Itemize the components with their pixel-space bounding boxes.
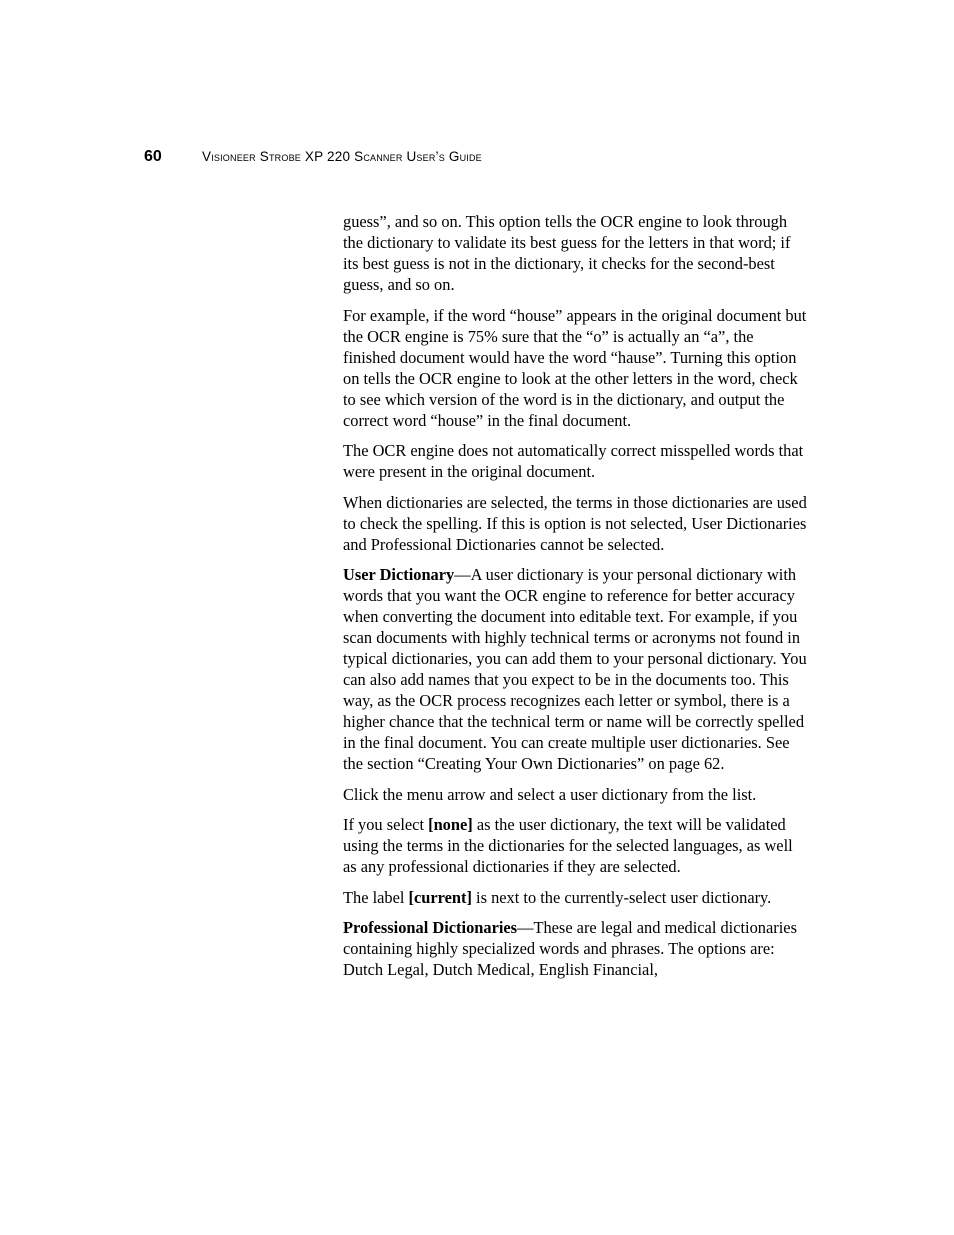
page-number: 60 [144,148,162,165]
paragraph-current-label [343,887,809,908]
paragraph-text: The label [343,887,409,907]
paragraph-none-option [343,814,809,877]
paragraph-text: —A user dictionary is your personal dictionary with words that you want the OCR engine to reference for better accuracy when converting the document into editable text. For example, if you scan documents with highly technical terms or acronyms not found in typical dictionaries, you can add them to your personal dictionary. You can also add names that you expect to be in the documents too. This way, as the OCR process recognizes each letter or symbol, there is a higher chance that the technical term or name will be correctly spelled in the final document. You can create multiple user dictionaries. See the section “Creating Your Own Dictionaries” on page 62. [343,565,807,773]
body-text [343,211,809,990]
term-none: [none] [428,815,473,834]
paragraph-text: If you select [343,815,429,834]
paragraph: guess”, and so on. This option tells the OCR engine to look through the dictionary to validate its best guess for the letters in that word; if its best guess is not in the dictionary, it checks for the second-best guess, and so on. [343,212,791,294]
paragraph: For example, if the word “house” appears in the original document but the OCR engine is 75% sure that the “o” is actually an “a”, the finished document would have the word “hause”. Turning this option on tells the OCR engine to look at the other letters in the word, check to see which version of the word is in the dictionary, and output the correct word “house” in the final document. [343,305,807,430]
running-title: Visioneer Strobe XP 220 Scanner User’s Guide [202,149,482,164]
paragraph-text: as the user dictionary, the text will be validated using the terms in the dictionaries for the selected languages, as well as any professional dictionaries if they are selected. [343,815,793,876]
paragraph-user-dictionary [343,564,809,774]
paragraph-professional-dictionaries [343,917,809,980]
paragraph-text: —These are legal and medical dictionaries containing highly specialized words and phrases. The options are: Dutch Legal, Dutch Medical, English Financial, [343,918,797,979]
paragraph: Click the menu arrow and select a user dictionary from the list. [343,784,757,804]
paragraph: The OCR engine does not automatically correct misspelled words that were present in the original document. [343,441,804,481]
term-user-dictionary: User Dictionary [343,565,455,584]
page-header [144,148,482,166]
paragraph-text: is next to the currently-select user dictionary. [471,887,772,907]
paragraph: When dictionaries are selected, the terms in those dictionaries are used to check the spelling. If this is option is not selected, User Dictionaries and Professional Dictionaries cannot be selected. [343,492,807,554]
term-current: [current] [408,887,472,907]
term-professional-dictionaries: Professional Dictionaries [343,918,518,937]
